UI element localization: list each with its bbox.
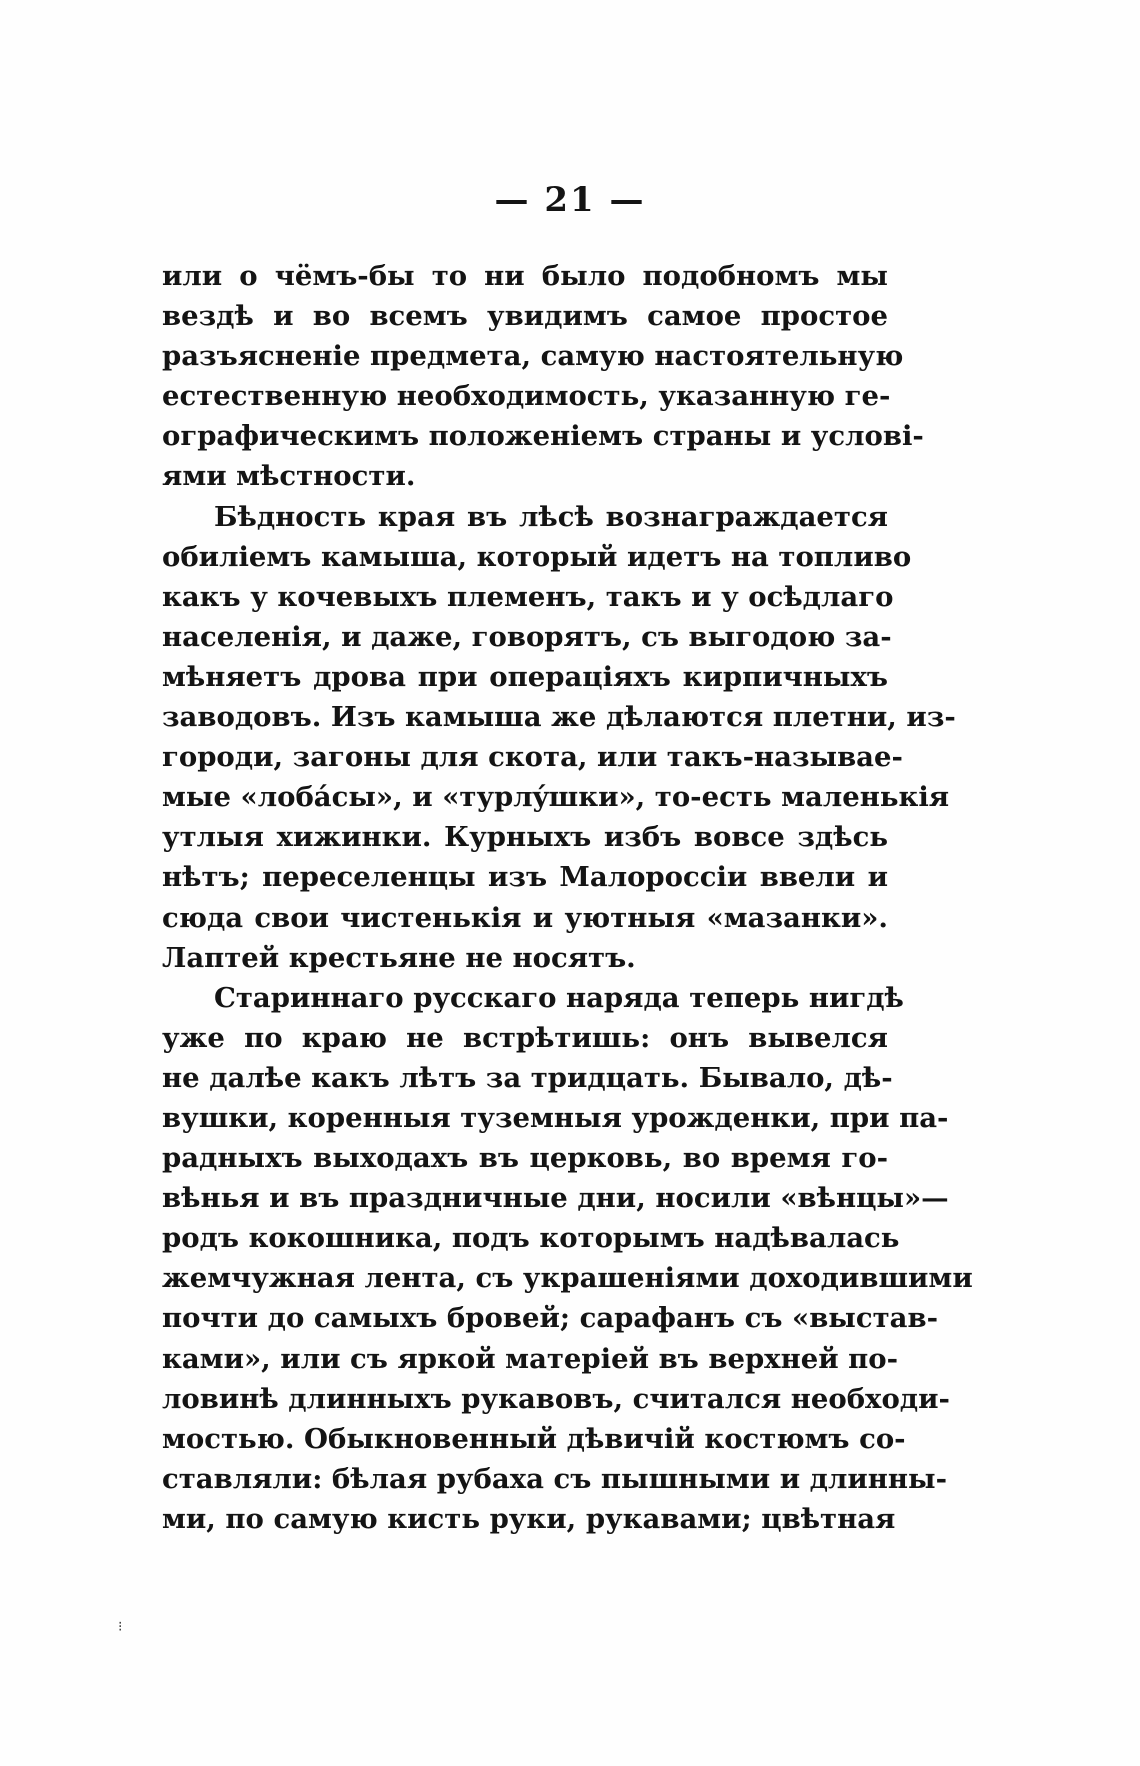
text-line: ставляли: бѣлая рубаха съ пышными и длинны- xyxy=(162,1462,948,1495)
text-line: вѣнья и въ праздничные дни, носили «вѣнцы»— xyxy=(162,1182,949,1215)
text-line: жемчужная лента, съ украшеніями доходившими xyxy=(162,1262,973,1295)
text-line: обиліемъ камыша, который идетъ на топливо xyxy=(162,540,912,573)
text-line: Стариннаго русскаго наряда теперь нигдѣ xyxy=(214,981,904,1014)
paragraph xyxy=(162,978,973,1539)
text-line: родъ кокошника, подъ которымъ надѣвалась xyxy=(162,1222,900,1255)
text-line: почти до самыхъ бровей; сарафанъ съ «выстав- xyxy=(162,1302,939,1335)
text-line: естественную необходимость, указанную ге- xyxy=(162,380,891,413)
text-line: ми, по самую кисть руки, рукавами; цвѣтная xyxy=(162,1502,896,1535)
text-line: радныхъ выходахъ въ церковь, во время го- xyxy=(162,1142,888,1175)
page-speck: ⁝ xyxy=(118,1619,123,1635)
paragraph xyxy=(162,497,956,978)
text-line: мостью. Обыкновенный дѣвичій костюмъ со- xyxy=(162,1422,906,1455)
text-line: какъ у кочевыхъ племенъ, такъ и у осѣдлаго xyxy=(162,580,894,613)
text-line: мѣняетъ дрова при операціяхъ кирпичныхъ xyxy=(162,660,888,693)
text-line: заводовъ. Изъ камыша же дѣлаются плетни, из- xyxy=(162,701,956,734)
text-line: вушки, коренныя туземныя урожденки, при па- xyxy=(162,1101,949,1134)
page-number: — 21 — xyxy=(494,180,646,220)
text-line: населенія, и даже, говорятъ, съ выгодою за- xyxy=(162,620,892,653)
paragraph xyxy=(162,256,924,497)
text-line: не далѣе какъ лѣтъ за тридцать. Бывало, дѣ- xyxy=(162,1061,893,1094)
text-line: мые «лобáсы», и «турлýшки», то-есть маленькія xyxy=(162,781,950,814)
text-line: Лаптей крестьяне не носятъ. xyxy=(162,941,636,974)
text-line: Бѣдность края въ лѣсѣ вознаграждается xyxy=(214,500,888,533)
text-line: или о чёмъ-бы то ни было подобномъ мы xyxy=(162,260,888,292)
text-line: ками», или съ яркой матеріей въ верхней по- xyxy=(162,1342,899,1375)
text-line: уже по краю не встрѣтишь: онъ вывелся xyxy=(162,1021,888,1054)
text-line: ями мѣстности. xyxy=(162,460,416,493)
text-line: ловинѣ длинныхъ рукавовъ, считался необходи- xyxy=(162,1382,950,1415)
text-line: городи, загоны для скота, или такъ-называе- xyxy=(162,741,903,774)
body-text xyxy=(162,256,973,1539)
text-line: ографическимъ положеніемъ страны и услові- xyxy=(162,420,924,453)
text-line: вездѣ и во всемъ увидимъ самое простое xyxy=(162,300,888,333)
text-line: разъясненіе предмета, самую настоятельную xyxy=(162,340,904,373)
text-line: сюда свои чистенькія и уютныя «мазанки». xyxy=(162,901,888,934)
text-line: утлыя хижинки. Курныхъ избъ вовсе здѣсь xyxy=(162,821,888,854)
text-line: нѣтъ; переселенцы изъ Малороссіи ввели и xyxy=(162,861,888,894)
